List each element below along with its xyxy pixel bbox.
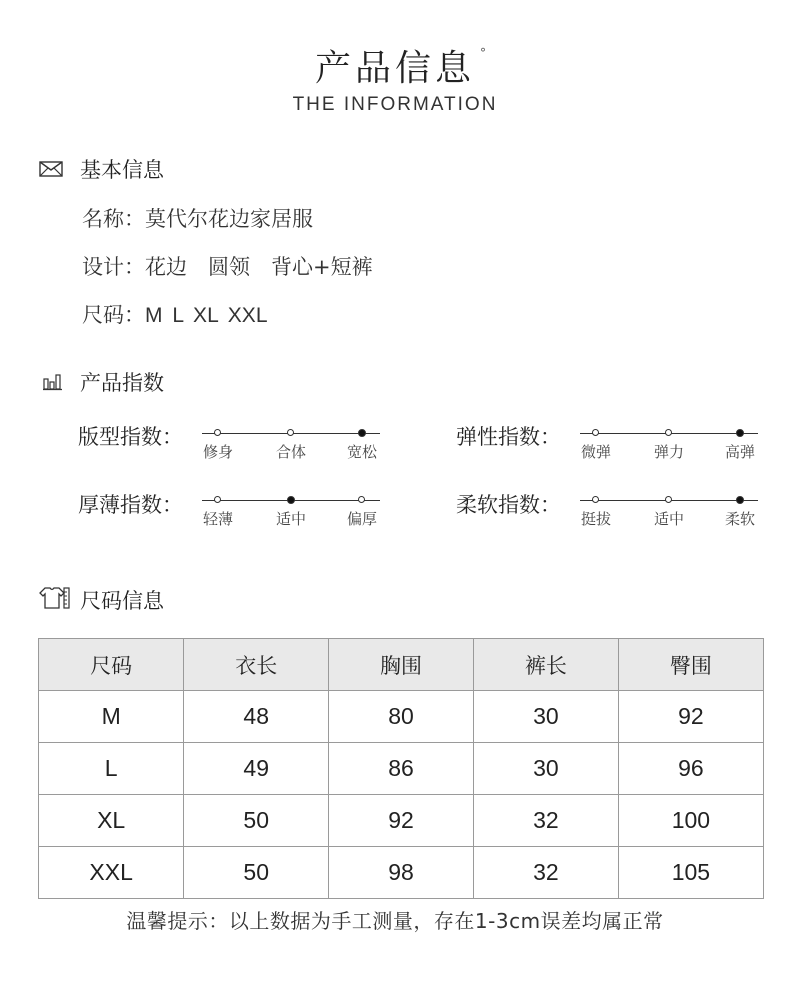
- scale-option-label: 轻薄: [202, 510, 234, 528]
- table-cell: 80: [329, 691, 474, 743]
- name-value: 莫代尔花边家居服: [145, 207, 313, 231]
- size-value: M L XL XXL: [145, 304, 268, 327]
- scale-dot: [214, 496, 221, 503]
- table-cell: 50: [184, 847, 329, 899]
- product-name-row: [82, 203, 313, 233]
- scale-option-label: 微弹: [580, 443, 612, 461]
- scale-dot: [287, 429, 294, 436]
- thickness-index-label: 厚薄指数：: [78, 493, 183, 517]
- page-title: 产品信息: [314, 48, 475, 89]
- scale-dot: [358, 496, 365, 503]
- design-row: [82, 251, 373, 281]
- scale-option-label: 修身: [202, 443, 234, 461]
- name-label: 名称：: [82, 207, 145, 231]
- column-header: 臀围: [618, 639, 763, 691]
- basic-info-heading: 基本信息: [80, 158, 164, 182]
- scale-option-label: 挺拔: [580, 510, 612, 528]
- table-row: [39, 847, 764, 899]
- scale-option-label: 合体: [275, 443, 307, 461]
- table-cell: 30: [473, 743, 618, 795]
- thickness-index-scale: [202, 492, 380, 536]
- table-cell: 96: [618, 743, 763, 795]
- scale-dot-selected: [287, 496, 295, 504]
- table-header-row: [39, 639, 764, 691]
- size-table: [38, 638, 764, 899]
- table-row: [39, 743, 764, 795]
- table-row: [39, 691, 764, 743]
- scale-option-label: 适中: [653, 510, 685, 528]
- column-header: 胸围: [329, 639, 474, 691]
- softness-index-scale: [580, 492, 758, 536]
- title-mark: °: [480, 46, 486, 60]
- table-cell: 32: [473, 847, 618, 899]
- scale-dot-selected: [736, 496, 744, 504]
- scale-dot: [665, 496, 672, 503]
- scale-option-label: 宽松: [346, 443, 378, 461]
- size-info-heading: 尺码信息: [80, 589, 164, 613]
- design-value: 花边 圆领 背心+短裤: [145, 255, 373, 279]
- scale-option-label: 弹力: [653, 443, 685, 461]
- column-header: 衣长: [184, 639, 329, 691]
- measurement-note: 温馨提示：以上数据为手工测量，存在1-3cm误差均属正常: [126, 909, 664, 933]
- scale-option-label: 高弹: [724, 443, 756, 461]
- scale-option-label: 偏厚: [346, 510, 378, 528]
- elasticity-index-label: 弹性指数：: [456, 425, 561, 449]
- table-cell: 50: [184, 795, 329, 847]
- column-header: 裤长: [473, 639, 618, 691]
- table-cell: 105: [618, 847, 763, 899]
- scale-dot: [665, 429, 672, 436]
- scale-dot: [214, 429, 221, 436]
- table-cell: XL: [39, 795, 184, 847]
- table-row: [39, 795, 764, 847]
- scale-option-label: 适中: [275, 510, 307, 528]
- page-subtitle: THE INFORMATION: [292, 94, 498, 115]
- table-cell: 92: [329, 795, 474, 847]
- scale-option-label: 柔软: [724, 510, 756, 528]
- elasticity-index-scale: [580, 425, 758, 469]
- table-cell: XXL: [39, 847, 184, 899]
- product-index-heading: 产品指数: [80, 371, 164, 395]
- scale-dot-selected: [736, 429, 744, 437]
- table-cell: L: [39, 743, 184, 795]
- shirt-ruler-icon: [38, 585, 72, 615]
- envelope-icon: [38, 156, 64, 186]
- table-cell: 32: [473, 795, 618, 847]
- table-cell: 98: [329, 847, 474, 899]
- table-cell: 30: [473, 691, 618, 743]
- scale-dot: [592, 496, 599, 503]
- table-cell: 92: [618, 691, 763, 743]
- table-cell: 49: [184, 743, 329, 795]
- scale-dot-selected: [358, 429, 366, 437]
- table-cell: M: [39, 691, 184, 743]
- scale-dot: [592, 429, 599, 436]
- size-label: 尺码：: [82, 303, 145, 327]
- design-label: 设计：: [82, 255, 145, 279]
- column-header: 尺码: [39, 639, 184, 691]
- table-cell: 100: [618, 795, 763, 847]
- softness-index-label: 柔软指数：: [456, 493, 561, 517]
- table-cell: 48: [184, 691, 329, 743]
- table-cell: 86: [329, 743, 474, 795]
- fit-index-label: 版型指数：: [78, 425, 183, 449]
- size-row: [82, 299, 268, 329]
- bar-chart-icon: [42, 370, 66, 396]
- fit-index-scale: [202, 425, 380, 469]
